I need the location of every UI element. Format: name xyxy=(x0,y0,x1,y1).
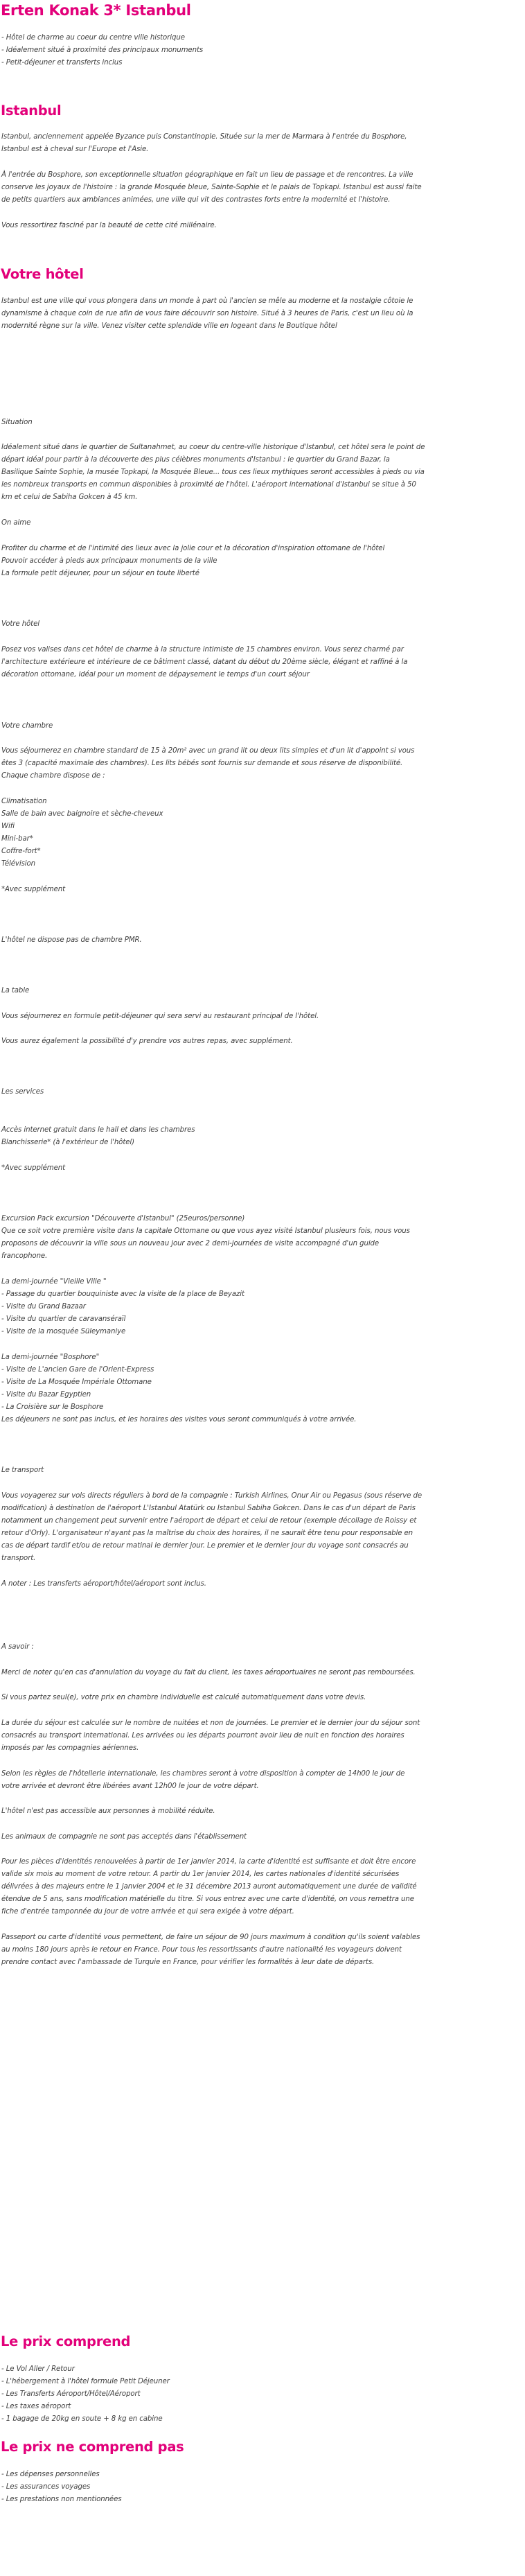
highlight-item: - Idéalement situé à proximité des principaux monuments xyxy=(1,46,204,54)
paragraph-line: délivrées à des majeurs entre le 1 janvier 2004 et le 31 décembre 2013 auront automatiquement une durée de validité xyxy=(1,1883,417,1891)
paragraph-line: cas de départ tardif et/ou de retour matinal le dernier jour. Le premier et le dernier jour du voyage sont consacrés au xyxy=(1,1542,409,1550)
paragraph-line: proposons de découvrir la ville sous un nouveau jour avec 2 demi-journées de visite accompagné d'un guide xyxy=(1,1240,380,1247)
section-heading-istanbul: Istanbul xyxy=(1,103,62,119)
paragraph-line: A noter : Les transferts aéroport/hôtel/aéroport sont inclus. xyxy=(1,1580,206,1588)
list-item: - La Croisière sur le Bosphore xyxy=(1,1403,104,1411)
paragraph-line: valide six mois au moment de votre retour. A partir du 1er janvier 2014, les cartes nationales d'identité sécurisées xyxy=(1,1870,400,1878)
paragraph-line: Si vous partez seul(e), votre prix en chambre individuelle est calculé automatiquement dans votre devis. xyxy=(1,1694,366,1701)
list-item: - Visite du quartier de caravanséraïl xyxy=(1,1315,126,1323)
paragraph-line: La demi-journée "Bosphore" xyxy=(1,1353,100,1361)
paragraph-line: L'hôtel n'est pas accessible aux personnes à mobilité réduite. xyxy=(1,1807,215,1815)
amenity-item: Télévision xyxy=(1,860,36,868)
paragraph-line: À l'entrée du Bosphore, son exceptionnelle situation géographique en fait un lieu de passage et de rencontres. La ville xyxy=(1,171,413,179)
paragraph-line: francophone. xyxy=(1,1252,48,1260)
paragraph-line: Profiter du charme et de l'intimité des lieux avec la jolie cour et la décoration d'inspiration ottomane de l'hôtel xyxy=(1,545,385,552)
list-item: - L'hébergement à l'hôtel formule Petit Déjeuner xyxy=(1,2378,170,2385)
footnote: *Avec supplément xyxy=(1,886,66,893)
paragraph-line: Pour les pièces d'identités renouvelées à partir de 1er janvier 2014, la carte d'identité est suffisante et doit être encore xyxy=(1,1858,416,1866)
paragraph-line: Vous séjournerez en formule petit-déjeuner qui sera servi au restaurant principal de l'hôtel. xyxy=(1,1013,319,1020)
list-item: - Les Transferts Aéroport/Hôtel/Aéroport xyxy=(1,2390,141,2398)
section-heading-hotel: Votre hôtel xyxy=(1,266,84,282)
amenity-item: Mini-bar* xyxy=(1,835,33,843)
list-item: - Les taxes aéroport xyxy=(1,2403,71,2410)
paragraph-line: décoration ottomane, idéal pour un moment de dépaysement le temps d'un court séjour xyxy=(1,671,310,678)
highlight-item: - Hôtel de charme au coeur du centre ville historique xyxy=(1,34,185,42)
subheading-le-transport: Le transport xyxy=(1,1466,44,1474)
list-item: - Le Vol Aller / Retour xyxy=(1,2365,75,2373)
subheading-excursion: Excursion Pack excursion "Découverte d'Istanbul" (25euros/personne) xyxy=(1,1215,245,1223)
paragraph-line: de petits quartiers aux ambiances animées, une ville qui vit des contrastes forts entre la modernité et l'histoire. xyxy=(1,196,391,204)
list-item: - Les assurances voyages xyxy=(1,2483,91,2491)
paragraph-line: Idéalement situé dans le quartier de Sultanahmet, au coeur du centre-ville historique d'Istanbul, cet hôtel sera le point de xyxy=(1,444,425,451)
amenity-item: Coffre-fort* xyxy=(1,848,41,855)
paragraph-line: Posez vos valises dans cet hôtel de charme à la structure intimiste de 15 chambres environ. Vous serez charmé par xyxy=(1,646,404,654)
list-item: - Visite du Bazar Egyptien xyxy=(1,1391,91,1399)
paragraph-line: modification) à destination de l'aéroport L'Istanbul Atatürk ou Istanbul Sabiha Gokcen. Dans le cas d'un départ de Paris xyxy=(1,1505,416,1512)
section-heading-prix-comprend: Le prix comprend xyxy=(1,2333,131,2349)
paragraph-line: prendre contact avec l'ambassade de Turquie en France, pour vérifier les formalités à leur date de départs. xyxy=(1,1959,375,1966)
paragraph-line: fiche d'entrée tamponnée du jour de votre arrivée et qui sera exigée à votre départ. xyxy=(1,1908,294,1916)
paragraph-line: étendue de 5 ans, sans modification matérielle du titre. Si vous entrez avec une carte d'identité, on vous remettra une xyxy=(1,1895,414,1903)
paragraph-line: Vous ressortirez fasciné par la beauté de cette cité millénaire. xyxy=(1,222,217,229)
paragraph-line: retour d'Orly). L'organisateur n'ayant pas la maîtrise du choix des horaires, il ne saurait être tenu pour responsable en xyxy=(1,1530,413,1537)
list-item: - 1 bagage de 20kg en soute + 8 kg en cabine xyxy=(1,2415,163,2423)
list-item: - Visite de La Mosquée Impériale Ottomane xyxy=(1,1378,152,1386)
paragraph-line: départ idéal pour partir à la découverte des plus célèbres monuments d'Istanbul : le quartier du Grand Bazar, la xyxy=(1,456,390,464)
paragraph-line: Vous voyagerez sur vols directs réguliers à bord de la compagnie : Turkish Airlines, Onur Air ou Pegasus (sous réserve de xyxy=(1,1492,422,1500)
list-item: - Visite du Grand Bazaar xyxy=(1,1303,86,1311)
paragraph-line: l'architecture extérieure et intérieure de ce bâtiment classé, datant du début du 20ème siècle, élégant et raffiné à la xyxy=(1,658,408,666)
paragraph-line: Merci de noter qu'en cas d'annulation du voyage du fait du client, les taxes aéroportuaires ne seront pas remboursées. xyxy=(1,1669,416,1676)
subheading-votre-hotel: Votre hôtel xyxy=(1,620,39,628)
paragraph-line: êtes 3 (capacité maximale des chambres). Les lits bébés sont fournis sur demande et sous réserve de disponibilité. xyxy=(1,760,403,767)
amenity-item: Climatisation xyxy=(1,798,47,805)
paragraph-line: Passeport ou carte d'identité vous permettent, de faire un séjour de 90 jours maximum à condition qu'ils soient valables xyxy=(1,1934,420,1941)
paragraph-line: imposés par les compagnies aériennes. xyxy=(1,1744,139,1752)
paragraph-line: Accès internet gratuit dans le hall et dans les chambres xyxy=(1,1126,195,1134)
paragraph-line: Istanbul, anciennement appelée Byzance puis Constantinople. Située sur la mer de Marmara à l'entrée du Bosphore, xyxy=(1,133,407,141)
paragraph-line: transport. xyxy=(1,1554,36,1562)
paragraph-line: les nombreux transports en commun disponibles à proximité de l'hôtel. L'aéroport international d'Istanbul se situe à 50 xyxy=(1,481,416,489)
section-heading-prix-ne-comprend-pas: Le prix ne comprend pas xyxy=(1,2439,184,2455)
page-title: Erten Konak 3* Istanbul xyxy=(1,2,191,19)
paragraph-line: Vous séjournerez en chambre standard de 15 à 20m² avec un grand lit ou deux lits simples et d'un lit d'appoint si vous xyxy=(1,747,415,755)
paragraph-line: Basilique Sainte Sophie, la musée Topkapi, la Mosquée Bleue... tous ces lieux mythiques seront accessibles à pieds ou via xyxy=(1,468,425,476)
paragraph-line: Les déjeuners ne sont pas inclus, et les horaires des visites vous seront communiqués à votre arrivée. xyxy=(1,1416,357,1423)
paragraph-line: La durée du séjour est calculée sur le nombre de nuitées et non de journées. Le premier et le dernier jour du séjour sont xyxy=(1,1719,420,1727)
paragraph-line: Vous aurez également la possibilité d'y prendre vos autres repas, avec supplément. xyxy=(1,1037,293,1045)
list-item: - Visite de la mosquée Süleymaniye xyxy=(1,1328,126,1335)
paragraph-line: La formule petit déjeuner, pour un séjour en toute liberté xyxy=(1,570,199,577)
footnote: *Avec supplément xyxy=(1,1164,66,1172)
list-item: - Les prestations non mentionnées xyxy=(1,2496,122,2503)
paragraph-line: km et celui de Sabiha Gokcen à 45 km. xyxy=(1,493,138,501)
paragraph-line: au moins 180 jours après le retour en France. Pour tous les ressortissants d'autre nationalité les voyageurs doivent xyxy=(1,1946,402,1954)
list-item: - Passage du quartier bouquiniste avec la visite de la place de Beyazit xyxy=(1,1290,244,1298)
paragraph-line: L'hôtel ne dispose pas de chambre PMR. xyxy=(1,936,142,944)
subheading-la-table: La table xyxy=(1,987,30,995)
paragraph-line: Que ce soit votre première visite dans la capitale Ottomane ou que vous ayez visité Istanbul plusieurs fois, nous vous xyxy=(1,1227,410,1235)
subheading-on-aime: On aime xyxy=(1,519,31,527)
amenity-item: Salle de bain avec baignoire et sèche-cheveux xyxy=(1,810,163,818)
amenity-item: Wifi xyxy=(1,823,15,830)
paragraph-line: Chaque chambre dispose de : xyxy=(1,772,105,780)
list-item: - Visite de L'ancien Gare de l'Orient-Express xyxy=(1,1366,154,1374)
paragraph-line: modernité règne sur la ville. Venez visiter cette splendide ville en logeant dans le Boutique hôtel xyxy=(1,322,337,330)
subheading-a-savoir: A savoir : xyxy=(1,1643,34,1651)
paragraph-line: consacrés au transport international. Les arrivées ou les départs pourront avoir lieu de nuit en fonction des horaires xyxy=(1,1732,404,1740)
paragraph-line: La demi-journée "Vieille Ville " xyxy=(1,1278,107,1286)
subheading-les-services: Les services xyxy=(1,1088,44,1096)
paragraph-line: Pouvoir accéder à pieds aux principaux monuments de la ville xyxy=(1,557,217,565)
paragraph-line: Blanchisserie* (à l'extérieur de l'hôtel) xyxy=(1,1139,134,1146)
paragraph-line: dynamisme à chaque coin de rue afin de vous faire découvrir son histoire. Situé à 3 heures de Paris, c'est un lieu où la xyxy=(1,310,413,317)
paragraph-line: Les animaux de compagnie ne sont pas acceptés dans l'établissement xyxy=(1,1833,247,1841)
list-item: - Les dépenses personnelles xyxy=(1,2471,100,2478)
subheading-situation: Situation xyxy=(1,419,33,426)
paragraph-line: Selon les règles de l'hôtellerie internationale, les chambres seront à votre disposition à compter de 14h00 le jour de xyxy=(1,1770,405,1778)
paragraph-line: notamment un changement peut survenir entre l'aéroport de départ et celui de retour (exemple décollage de Roissy et xyxy=(1,1517,417,1525)
paragraph-line: conserve les joyaux de l'histoire : la grande Mosquée bleue, Sainte-Sophie et le palais de Topkapi. Istanbul est aussi faite xyxy=(1,184,422,191)
subheading-votre-chambre: Votre chambre xyxy=(1,722,53,730)
paragraph-line: Istanbul est une ville qui vous plongera dans un monde à part où l'ancien se mêle au moderne et la nostalgie côtoie le xyxy=(1,297,413,305)
paragraph-line: votre arrivée et devront être libérées avant 12h00 le jour de votre départ. xyxy=(1,1782,259,1790)
paragraph-line: Istanbul est à cheval sur l'Europe et l'Asie. xyxy=(1,146,149,153)
highlight-item: - Petit-déjeuner et transferts inclus xyxy=(1,59,123,67)
